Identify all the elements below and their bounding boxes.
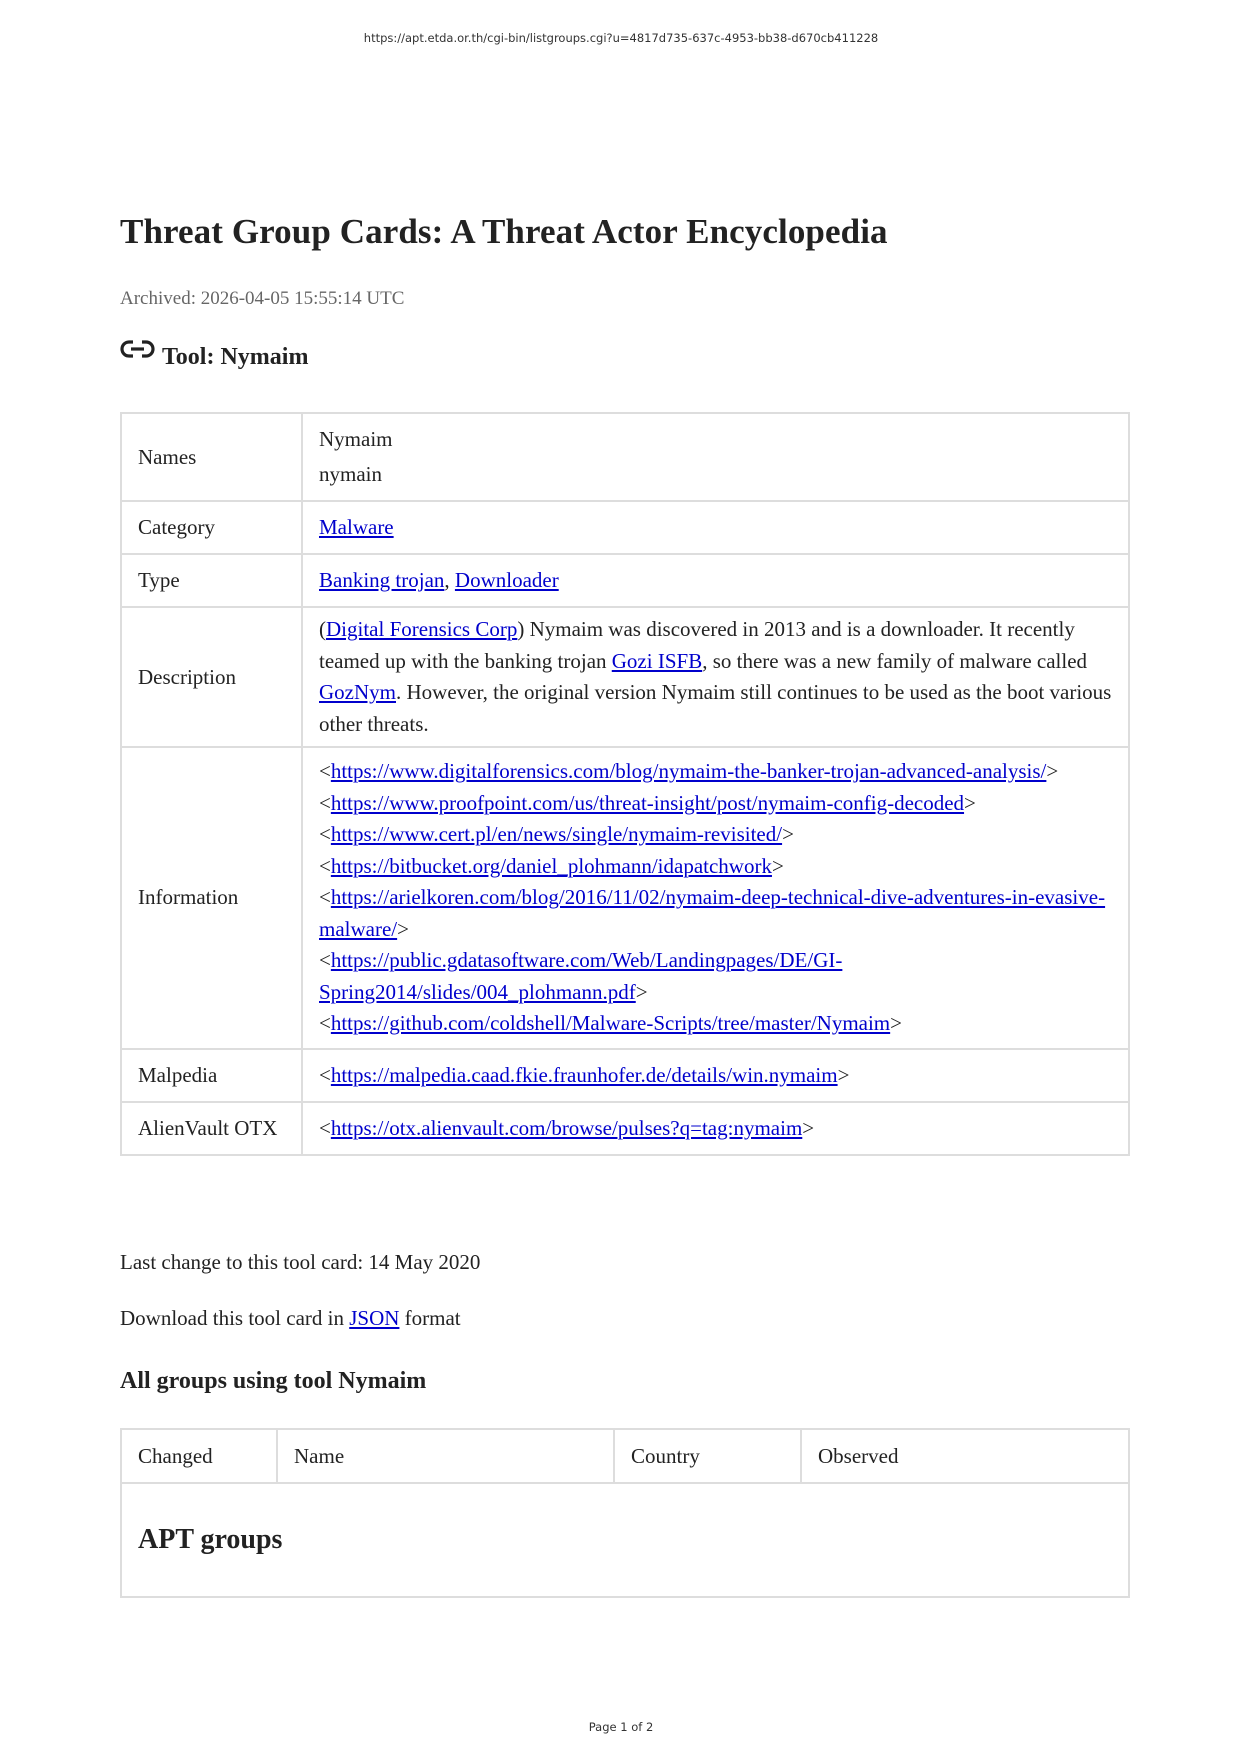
digital-forensics-link[interactable]: Digital Forensics Corp [326,617,518,641]
lt-sign: < [319,1011,331,1035]
information-link-item [319,945,1112,1008]
information-label: Information [121,747,302,1049]
gt-sign: > [964,790,976,815]
link-icon[interactable] [120,337,156,363]
information-link[interactable]: https://www.proofpoint.com/us/threat-insight/post/nymaim-config-decoded [330,790,965,815]
type-value [302,554,1129,607]
apt-groups-heading: APT groups [121,1483,1129,1597]
names-row [121,413,1129,501]
category-label: Category [121,501,302,554]
download-text: Download this tool card in [120,1306,350,1330]
malpedia-link[interactable]: https://malpedia.caad.fkie.fraunhofer.de/details/win.nymaim [330,1062,838,1087]
name-item: Nymaim [319,427,393,451]
gozi-isfb-link[interactable]: Gozi ISFB [611,648,703,673]
information-link[interactable]: https://github.com/coldshell/Malware-Scripts/tree/master/Nymaim [330,1011,891,1035]
json-download-link[interactable]: JSON [349,1306,400,1330]
page-title: Threat Group Cards: A Threat Actor Encyclopedia [120,212,888,251]
column-header-changed: Changed [121,1429,277,1483]
download-text: format [399,1306,461,1330]
gt-sign: > [1046,759,1059,783]
column-header-country: Country [614,1429,801,1483]
names-label: Names [121,413,302,501]
otx-link[interactable]: https://otx.alienvault.com/browse/pulses?q=tag:nymaim [330,1115,803,1140]
information-link[interactable]: https://public.gdatasoftware.com/Web/Landingpages/DE/GI-Spring2014/slides/004_plohmann.pdf [319,948,843,1004]
name-item: nymain [319,462,382,486]
tool-card-table [120,412,1130,1156]
gt-sign: > [782,822,794,846]
lt-sign: < [319,885,331,909]
column-header-observed: Observed [801,1429,1129,1483]
type-link-downloader[interactable]: Downloader [454,568,559,592]
apt-groups-row [121,1483,1129,1597]
otx-value [302,1102,1129,1155]
gt-sign: > [635,979,648,1004]
description-text: ( [319,617,326,641]
page-url-header: https://apt.etda.or.th/cgi-bin/listgroups.cgi?u=4817d735-637c-4953-bb38-d670cb411228 [363,31,879,45]
download-line [120,1306,461,1331]
names-value [302,413,1129,501]
information-value [302,747,1129,1049]
information-link-item [319,882,1112,945]
description-row [121,607,1129,747]
category-row [121,501,1129,554]
lt-sign: < [319,790,331,815]
information-link-item [319,1008,1112,1040]
gt-sign: > [890,1011,902,1035]
information-link[interactable]: https://www.digitalforensics.com/blog/nymaim-the-banker-trojan-advanced-analysis/ [330,759,1047,783]
page-number: Page 1 of 2 [588,1720,654,1734]
type-separator: , [444,568,455,592]
column-header-name: Name [277,1429,614,1483]
gt-sign: > [771,853,784,878]
gt-sign: > [397,916,409,941]
type-link-banking-trojan[interactable]: Banking trojan [319,568,445,592]
category-link[interactable]: Malware [319,515,394,539]
lt-sign: < [319,759,331,783]
description-text: ) Nymaim was discovered in 2013 and is a downloader. It recently teamed up with the banking trojan [319,617,1075,673]
information-row [121,747,1129,1049]
groups-table [120,1428,1130,1598]
malpedia-label: Malpedia [121,1049,302,1102]
type-row [121,554,1129,607]
otx-row [121,1102,1129,1155]
description-value [302,607,1129,747]
malpedia-value [302,1049,1129,1102]
lt-sign: < [319,853,331,878]
lt-sign: < [319,948,331,972]
lt-sign: < [319,1115,331,1140]
gt-sign: > [802,1115,815,1140]
information-link[interactable]: https://arielkoren.com/blog/2016/11/02/nymaim-deep-technical-dive-adventures-in-evasive-malware/ [319,885,1106,941]
information-link[interactable]: https://bitbucket.org/daniel_plohmann/idapatchwork [330,853,772,878]
description-text: , so there was a new family of malware called [702,648,1088,673]
type-label: Type [121,554,302,607]
archived-timestamp: Archived: 2026-04-05 15:55:14 UTC [120,288,405,309]
category-value [302,501,1129,554]
groups-header-row [121,1429,1129,1483]
last-change-text: Last change to this tool card: 14 May 2020 [120,1250,481,1274]
description-label: Description [121,607,302,747]
information-link[interactable]: https://www.cert.pl/en/news/single/nymaim-revisited/ [330,822,783,846]
information-link-item [319,851,1112,883]
information-link-item [319,756,1112,788]
gt-sign: > [837,1062,850,1087]
lt-sign: < [319,1062,331,1087]
tool-heading-text: Tool: Nymaim [162,344,309,370]
information-link-item [319,788,1112,820]
malpedia-row [121,1049,1129,1102]
otx-label: AlienVault OTX [121,1102,302,1155]
lt-sign: < [319,822,331,846]
goznym-link[interactable]: GozNym [319,680,396,704]
groups-heading: All groups using tool Nymaim [120,1368,427,1394]
description-text: . However, the original version Nymaim still continues to be used as the boot various other threats. [319,680,1112,736]
information-link-item [319,819,1112,851]
tool-heading [120,344,308,371]
